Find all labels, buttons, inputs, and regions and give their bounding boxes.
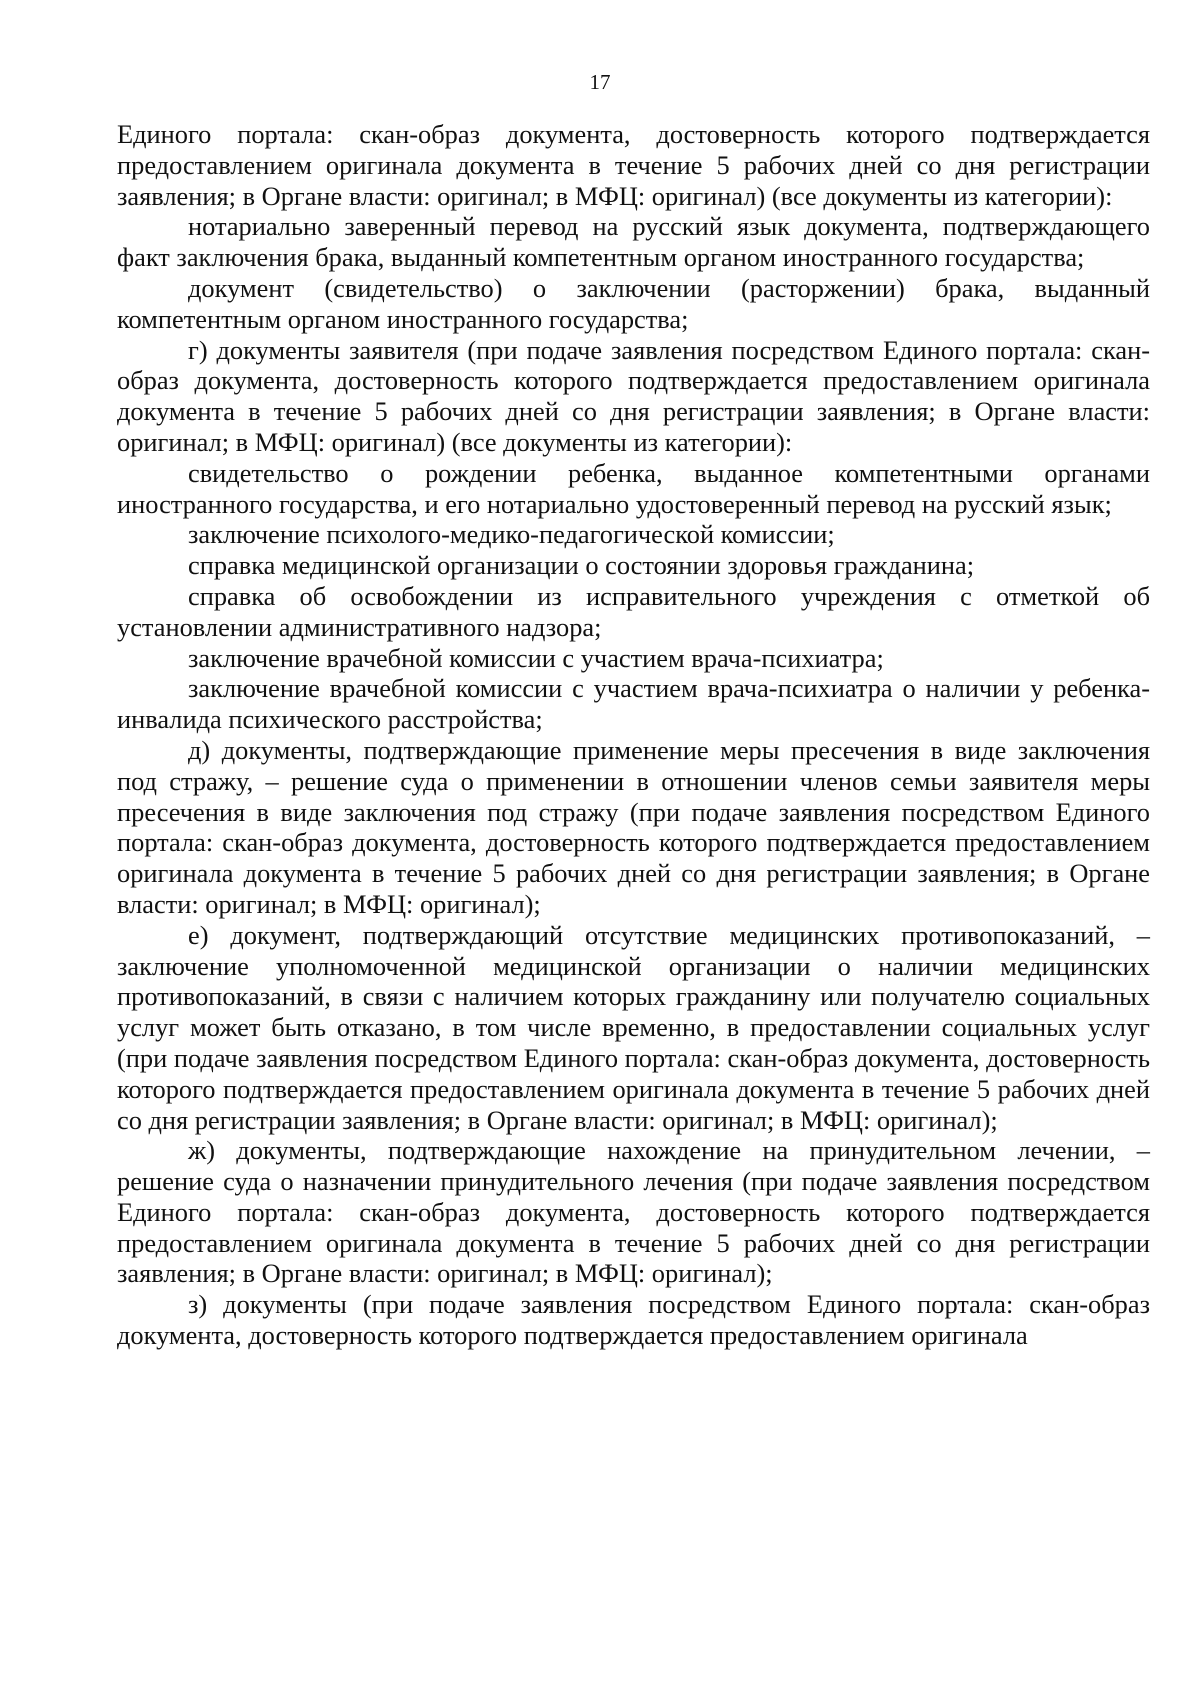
paragraph: заключение врачебной комиссии с участием врача-психиатра о наличии у ребенка-инвалида психического расстройства; [117, 673, 1150, 735]
paragraph: заключение врачебной комиссии с участием врача-психиатра; [188, 642, 884, 673]
paragraph: г) документы заявителя (при подаче заявления посредством Единого портала: скан-образ документа, достоверность которого подтверждается предоставлением оригинала документа в течение 5 рабочих дней со дня регистрации заявления; в Органе власти: оригинал; в МФЦ: оригинал) (все документы из категории): [117, 334, 1150, 457]
paragraph: нотариально заверенный перевод на русский язык документа, подтверждающего факт заключения брака, выданный компетентным органом иностранного государства; [117, 211, 1150, 273]
paragraph: справка медицинской организации о состоянии здоровья гражданина; [188, 550, 975, 581]
document-body [117, 119, 1150, 1351]
paragraph: з) документы (при подаче заявления посредством Единого портала: скан-образ документа, достоверность которого подтверждается предоставлением оригинала [117, 1289, 1150, 1351]
page-number: 17 [589, 70, 611, 94]
paragraph: Единого портала: скан-образ документа, достоверность которого подтверждается предоставлением оригинала документа в течение 5 рабочих дней со дня регистрации заявления; в Органе власти: оригинал; в МФЦ: оригинал) (все документы из категории): [117, 119, 1150, 211]
paragraph: д) документы, подтверждающие применение меры пресечения в виде заключения под стражу, – решение суда о применении в отношении членов семьи заявителя меры пресечения в виде заключения под стражу (при подаче заявления посредством Единого портала: скан-образ документа, достоверность которого подтверждается предоставлением оригинала документа в течение 5 рабочих дней со дня регистрации заявления; в Органе власти: оригинал; в МФЦ: оригинал); [117, 734, 1150, 919]
paragraph: документ (свидетельство) о заключении (расторжении) брака, выданный компетентным органом иностранного государства; [117, 272, 1150, 334]
paragraph: ж) документы, подтверждающие нахождение на принудительном лечении, – решение суда о назначении принудительного лечения (при подаче заявления посредством Единого портала: скан-образ документа, достоверность которого подтверждается предоставлением оригинала документа в течение 5 рабочих дней со дня регистрации заявления; в Органе власти: оригинал; в МФЦ: оригинал); [117, 1135, 1150, 1289]
paragraph: свидетельство о рождении ребенка, выданное компетентными органами иностранного государства, и его нотариально удостоверенный перевод на русский язык; [117, 457, 1150, 519]
paragraph: е) документ, подтверждающий отсутствие медицинских противопоказаний, – заключение уполномоченной медицинской организации о наличии медицинских противопоказаний, в связи с наличием которых гражданину или получателю социальных услуг может быть отказано, в том числе временно, в предоставлении социальных услуг (при подаче заявления посредством Единого портала: скан-образ документа, достоверность которого подтверждается предоставлением оригинала документа в течение 5 рабочих дней со дня регистрации заявления; в Органе власти: оригинал; в МФЦ: оригинал); [117, 919, 1150, 1135]
paragraph: заключение психолого-медико-педагогической комиссии; [188, 519, 835, 550]
paragraph: справка об освобождении из исправительного учреждения с отметкой об установлении административного надзора; [117, 580, 1150, 642]
